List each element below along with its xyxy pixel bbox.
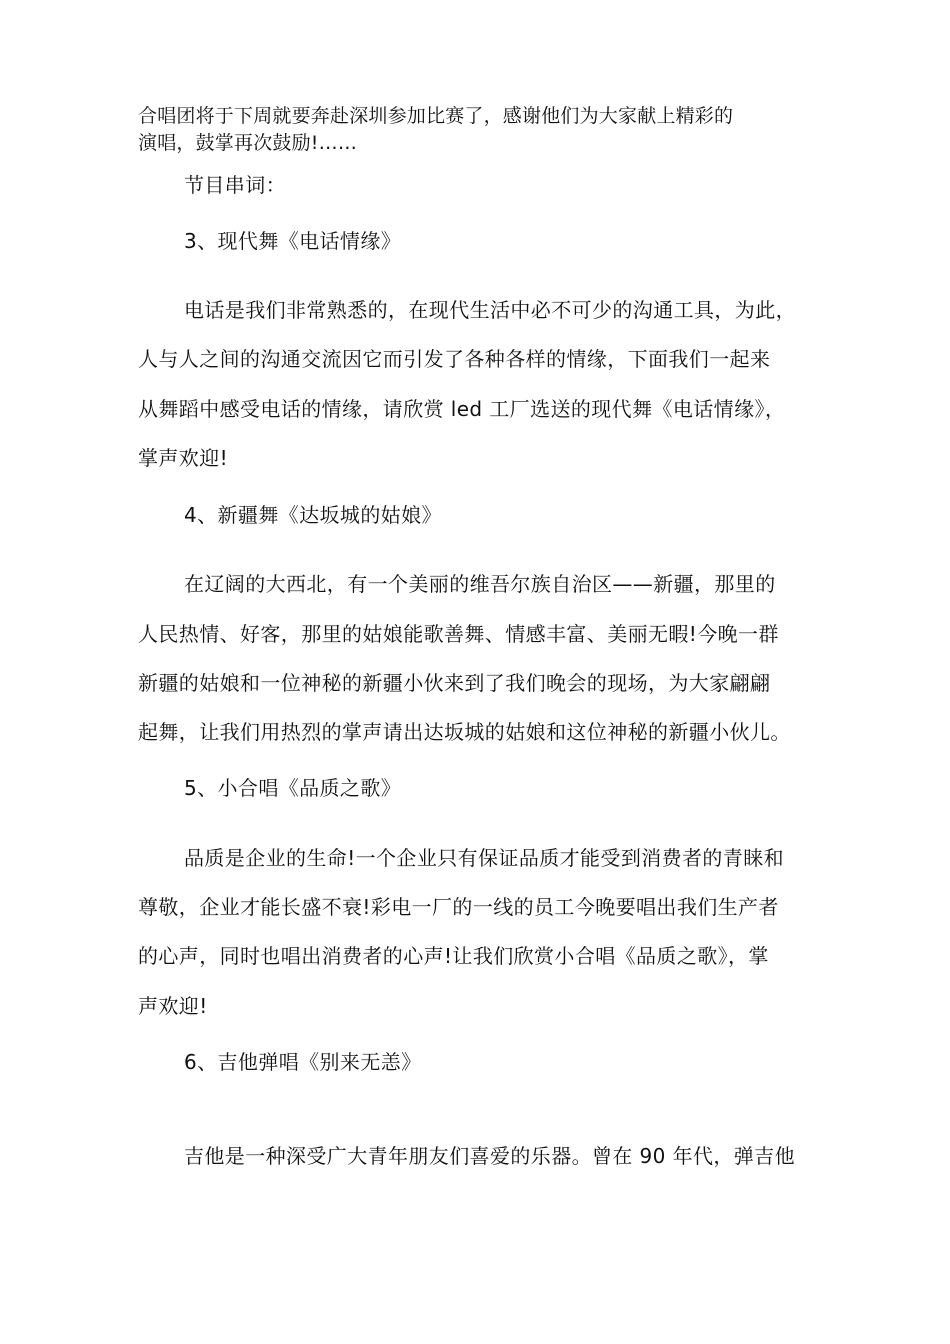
section-3-line-2: 人与人之间的沟通交流因它而引发了各种各样的情缘，下面我们一起来: [138, 347, 771, 371]
intro-line-2: 演唱，鼓掌再次鼓励!……: [138, 132, 358, 154]
section-heading-6: 6、吉他弹唱《别来无恙》: [184, 1050, 422, 1074]
section-5-line-1: 品质是企业的生命!一个企业只有保证品质才能受到消费者的青睐和: [184, 846, 785, 870]
section-heading-4: 4、新疆舞《达坂城的姑娘》: [184, 503, 442, 527]
section-heading-3: 3、现代舞《电话情缘》: [184, 229, 402, 253]
section-5-line-3: 的心声，同时也唱出消费者的心声!让我们欣赏小合唱《品质之歌》，掌: [138, 944, 769, 968]
section-3-line-4: 掌声欢迎!: [138, 446, 229, 470]
section-5-line-4: 声欢迎!: [138, 994, 208, 1018]
section-3-line-1: 电话是我们非常熟悉的，在现代生活中必不可少的沟通工具，为此，: [184, 298, 796, 322]
section-6-line-1: 吉他是一种深受广大青年朋友们喜爱的乐器。曾在 90 年代，弹吉他: [184, 1144, 795, 1168]
intro-line-1: 合唱团将于下周就要奔赴深圳参加比赛了，感谢他们为大家献上精彩的: [138, 105, 734, 127]
section-4-line-4: 起舞，让我们用热烈的掌声请出达坂城的姑娘和这位神秘的新疆小伙儿。: [138, 720, 791, 744]
section-3-line-3: 从舞蹈中感受电话的情缘，请欣赏 led 工厂选送的现代舞《电话情缘》，: [138, 397, 786, 421]
section-heading-5: 5、小合唱《品质之歌》: [184, 776, 402, 800]
section-5-line-2: 尊敬，企业才能长盛不衰!彩电一厂的一线的员工今晚要唱出我们生产者: [138, 895, 779, 919]
section-4-line-2: 人民热情、好客，那里的姑娘能歌善舞、情感丰富、美丽无暇!今晚一群: [138, 622, 779, 646]
program-label: 节目串词：: [184, 173, 286, 197]
section-4-line-3: 新疆的姑娘和一位神秘的新疆小伙来到了我们晚会的现场，为大家翩翩: [138, 671, 771, 695]
section-4-line-1: 在辽阔的大西北，有一个美丽的维吾尔族自治区——新疆，那里的: [184, 572, 776, 596]
